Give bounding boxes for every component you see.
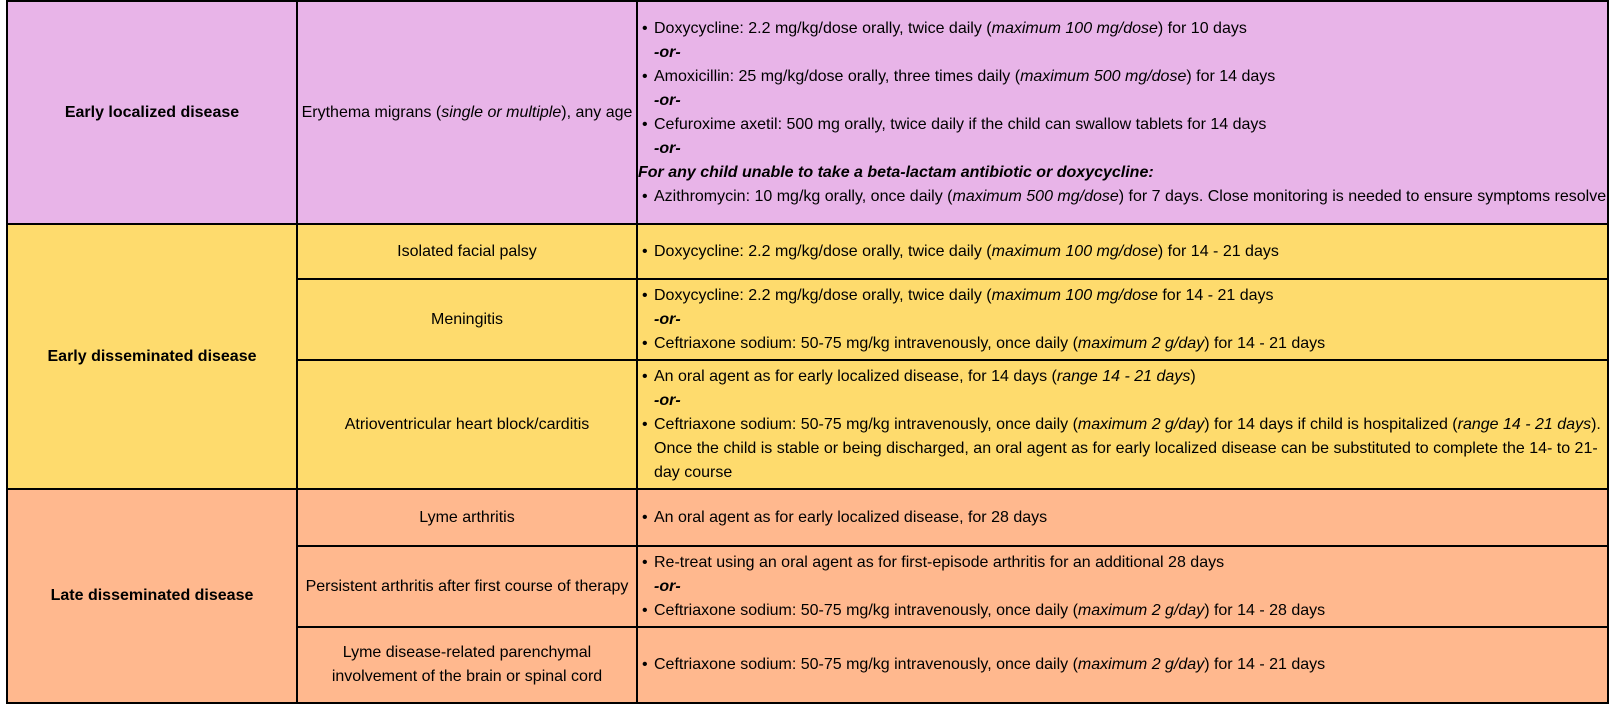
table-row [7, 489, 1608, 546]
condition-cns-involvement: Lyme disease-related parenchymal involvement of the brain or spinal cord [297, 627, 637, 703]
condition-meningitis: Meningitis [297, 279, 637, 360]
treatment-facial-palsy [637, 224, 1608, 279]
list-item: • Ceftriaxone sodium: 50-75 mg/kg intravenously, once daily (maximum 2 g/day) for 14 - 21 days [638, 332, 1607, 356]
alternative-note: For any child unable to take a beta-lactam antibiotic or doxycycline: [638, 163, 1154, 181]
or-separator: -or- [654, 139, 681, 157]
list-item: • Doxycycline: 2.2 mg/kg/dose orally, twice daily (maximum 100 mg/dose) for 14 - 21 days [638, 240, 1607, 264]
list-item: • Doxycycline: 2.2 mg/kg/dose orally, twice daily (maximum 100 mg/dose for 14 - 21 days [638, 284, 1607, 308]
or-separator: -or- [654, 310, 681, 328]
treatment-erythema-migrans [637, 1, 1608, 224]
or-separator: -or- [654, 577, 681, 595]
treatment-persistent-arthritis [637, 546, 1608, 627]
list-item: • Re-treat using an oral agent as for first-episode arthritis for an additional 28 days [638, 551, 1607, 575]
list-item: • An oral agent as for early localized disease, for 14 days (range 14 - 21 days) [638, 365, 1607, 389]
lyme-treatment-table [6, 0, 1609, 704]
table-row [7, 224, 1608, 279]
treatment-carditis [637, 360, 1608, 489]
list-item: • Ceftriaxone sodium: 50-75 mg/kg intravenously, once daily (maximum 2 g/day) for 14 - 21 days [638, 653, 1607, 677]
list-item: • Doxycycline: 2.2 mg/kg/dose orally, twice daily (maximum 100 mg/dose) for 10 days [638, 17, 1607, 41]
or-separator: -or- [654, 91, 681, 109]
list-item: • An oral agent as for early localized disease, for 28 days [638, 506, 1607, 530]
condition-erythema-migrans: Erythema migrans (single or multiple), any age [297, 1, 637, 224]
stage-early-disseminated: Early disseminated disease [7, 224, 297, 489]
treatment-lyme-arthritis [637, 489, 1608, 546]
treatment-cns-involvement [637, 627, 1608, 703]
treatment-table-container [6, 0, 1609, 721]
list-item: • Azithromycin: 10 mg/kg orally, once daily (maximum 500 mg/dose) for 7 days. Close monitoring is needed to ensure symptoms resolve [638, 185, 1607, 209]
list-item: • Ceftriaxone sodium: 50-75 mg/kg intravenously, once daily (maximum 2 g/day) for 14 days if child is hospitalized (range 14 - 21 days). Once the child is stable or being discharged, an oral agent as for early localized disease can be substituted to complete the 14- to 21-day course [638, 413, 1607, 485]
stage-late-disseminated: Late disseminated disease [7, 489, 297, 703]
condition-persistent-arthritis: Persistent arthritis after first course of therapy [297, 546, 637, 627]
treatment-meningitis [637, 279, 1608, 360]
stage-early-localized: Early localized disease [7, 1, 297, 224]
or-separator: -or- [654, 43, 681, 61]
condition-facial-palsy: Isolated facial palsy [297, 224, 637, 279]
or-separator: -or- [654, 391, 681, 409]
list-item: • Amoxicillin: 25 mg/kg/dose orally, three times daily (maximum 500 mg/dose) for 14 days [638, 65, 1607, 89]
condition-lyme-arthritis: Lyme arthritis [297, 489, 637, 546]
list-item: • Ceftriaxone sodium: 50-75 mg/kg intravenously, once daily (maximum 2 g/day) for 14 - 28 days [638, 599, 1607, 623]
condition-carditis: Atrioventricular heart block/carditis [297, 360, 637, 489]
list-item: • Cefuroxime axetil: 500 mg orally, twice daily if the child can swallow tablets for 14 days [638, 113, 1607, 137]
table-row [7, 1, 1608, 224]
